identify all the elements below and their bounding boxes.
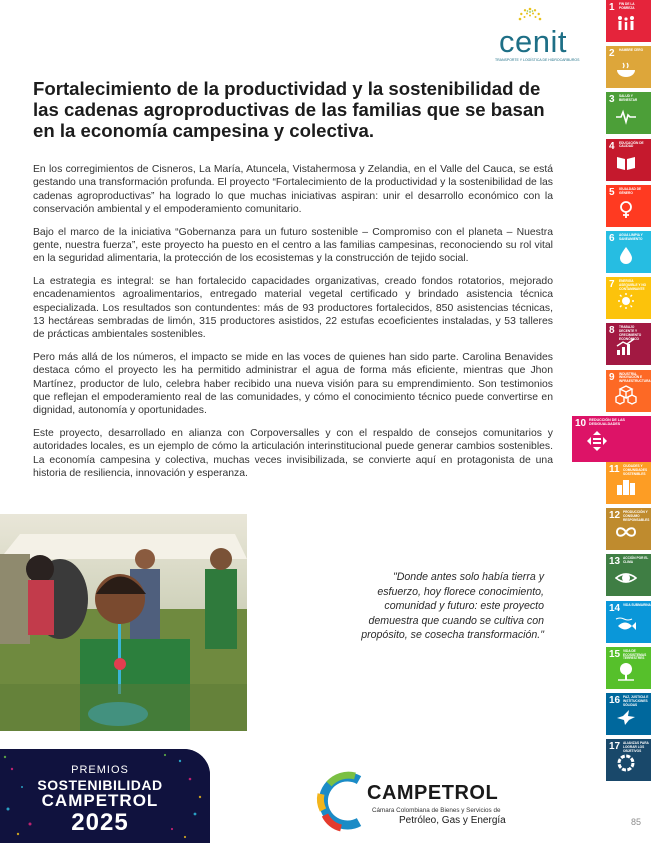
premios-badge bbox=[0, 749, 210, 843]
campetrol-logo bbox=[315, 770, 545, 832]
sdg-label: AGUA LIMPIA Y SANEAMIENTO bbox=[619, 233, 643, 241]
badge-line-sostenibilidad: SOSTENIBILIDAD bbox=[37, 777, 163, 793]
sdg-label: VIDA DE ECOSISTEMAS TERRESTRES bbox=[623, 648, 647, 661]
bowl-icon bbox=[615, 61, 637, 81]
testimonial-quote: "Donde antes solo había tierra y esfuerzo, hoy florece conocimiento, comunidad y futuro: este proyecto demuestra que cuando se cultiva con propósito, se cosecha transformación." bbox=[361, 571, 544, 642]
sdg-number: 7 bbox=[609, 279, 615, 291]
sdg-number: 8 bbox=[609, 325, 615, 337]
sdg-tile-4 bbox=[606, 139, 651, 181]
sdg-number: 2 bbox=[609, 48, 615, 60]
article-paragraph: Este proyecto, desarrollado en alianza con Corpoversalles y con el respaldo de consejos comunitarios y autoridades locales, es un ejemplo de cómo la articulación interinstitucional puede generar cambios sostenibles. La economía campesina y colectiva, muchas veces invisibilizada, se convierte aquí en protagonista de una historia de resiliencia, innovación y esperanza. bbox=[33, 428, 553, 479]
badge-line-premios: PREMIOS bbox=[71, 764, 129, 776]
sdg-number: 3 bbox=[609, 94, 615, 106]
sdg-tile-6 bbox=[606, 231, 651, 273]
article-paragraph: Bajo el marco de la iniciativa “Gobernanza para un futuro sostenible – Compromiso con el planeta – Nuestra gente, nuestra fuerza”, este proyecto ha puesto en el centro a las familias campesinas, reconociendo su rol vital en la seguridad alimentaria, la protección de los ecosistemas y la construcción de tejido social. bbox=[33, 226, 553, 265]
sdg-tile-15 bbox=[606, 647, 651, 689]
sdg-label: ALIANZAS PARA LOGRAR LOS OBJETIVOS bbox=[623, 741, 649, 753]
sdg-number: 1 bbox=[609, 2, 615, 13]
badge-line-year: 2025 bbox=[71, 809, 129, 836]
sdg-tile-9 bbox=[606, 370, 651, 412]
sdg-tile-12 bbox=[606, 508, 651, 550]
sdg-number: 10 bbox=[575, 417, 587, 429]
sdg-label: REDUCCIÓN DE LAS DESIGUALDADES bbox=[589, 417, 625, 426]
sdg-label: TRABAJO DECENTE Y CRECIMIENTO ECONÓMICO bbox=[619, 325, 642, 341]
earth-eye-icon bbox=[615, 569, 637, 589]
sdg-number: 14 bbox=[609, 602, 621, 614]
fish-icon bbox=[615, 616, 637, 636]
cubes-icon bbox=[615, 385, 637, 405]
campetrol-name: CAMPETROL bbox=[367, 782, 499, 804]
sdg-label: HAMBRE CERO bbox=[619, 48, 644, 53]
tree-icon bbox=[615, 662, 637, 682]
sun-icon bbox=[615, 292, 637, 312]
sdg-tile-3 bbox=[606, 92, 651, 134]
gender-icon bbox=[615, 200, 637, 220]
heartbeat-icon bbox=[615, 107, 637, 127]
sdg-tile-1 bbox=[606, 0, 651, 42]
cenit-logo-text: cenit bbox=[499, 24, 567, 59]
cenit-logo-tagline: TRANSPORTE Y LOGÍSTICA DE HIDROCARBUROS bbox=[495, 58, 580, 62]
sdg-tile-8 bbox=[606, 323, 651, 365]
book-icon bbox=[615, 154, 637, 174]
sdg-number: 11 bbox=[609, 464, 620, 475]
sdg-tile-11 bbox=[606, 462, 651, 504]
sdg-number: 12 bbox=[609, 510, 621, 522]
sdg-tile-2 bbox=[606, 46, 651, 88]
sdg-tile-17 bbox=[606, 739, 651, 781]
article-paragraph: La estrategia es integral: se han fortalecido capacidades organizativas, creado fondos rotatorios, mejorado encadenamientos agroalimentarios, entregado material vegetal certificado y brindado asistencia técnica especializada. Los resultados son contundentes: más de 93 productores fortalecidos, 850 asistencias técnicas, 13 hectáreas sembradas de limón, 315 productores asistidos, 22 estufas ecoeficientes instaladas, y 53 talleres de prácticas ambientales sostenibles. bbox=[33, 276, 553, 341]
sdg-tile-10 bbox=[572, 416, 651, 462]
community-photo bbox=[0, 514, 247, 731]
sdg-label: INDUSTRIA, INNOVACIÓN E INFRAESTRUCTURA bbox=[619, 371, 651, 384]
sdg-label: VIDA SUBMARINA bbox=[623, 602, 651, 607]
sdg-label: PRODUCCIÓN Y CONSUMO RESPONSABLES bbox=[623, 510, 650, 522]
page-number: 85 bbox=[631, 817, 642, 827]
campetrol-descriptor: Cámara Colombiana de Bienes y Servicios de bbox=[372, 807, 501, 814]
sdg-tile-16 bbox=[606, 693, 651, 735]
sdg-label: FIN DE LA POBREZA bbox=[619, 2, 635, 10]
infinity-icon bbox=[615, 523, 637, 543]
sdg-number: 15 bbox=[609, 648, 621, 660]
article-body bbox=[33, 163, 553, 490]
sdg-label: EDUCACIÓN DE CALIDAD bbox=[619, 140, 644, 149]
sdg-label: SALUD Y BIENESTAR bbox=[619, 94, 638, 103]
sdg-sidebar bbox=[575, 0, 651, 790]
sdg-number: 17 bbox=[609, 741, 621, 753]
sdg-number: 6 bbox=[609, 233, 615, 244]
sdg-label: PAZ, JUSTICIA E INSTITUCIONES SÓLIDAS bbox=[623, 695, 649, 707]
sdg-tile-14 bbox=[606, 601, 651, 643]
sdg-label: ENERGÍA ASEQUIBLE Y NO CONTAMINANTE bbox=[619, 279, 647, 291]
sdg-number: 5 bbox=[609, 186, 615, 198]
photo-illustration bbox=[0, 514, 247, 731]
sdg-tile-5 bbox=[606, 185, 651, 227]
sdg-tile-7 bbox=[606, 277, 651, 319]
article-paragraph: En los corregimientos de Cisneros, La María, Atuncela, Vistahermosa y Zelandia, en el Valle del Cauca, se está gestando una transformación profunda. El proyecto “Fortalecimiento de la productividad y la sostenibilidad de las cadenas agroproductivas” ha logrado lo que muchas iniciativas aspiran: unir el desarrollo económico con la conservación ambiental y el empoderamiento comunitario. bbox=[33, 164, 553, 215]
sdg-tile-13 bbox=[606, 554, 651, 596]
growth-chart-icon bbox=[615, 338, 637, 358]
article-title: Fortalecimiento de la productividad y la sostenibilidad de las cadenas agroproductivas de las familias que se basan en la economía campesina y colectiva. bbox=[33, 78, 545, 141]
cenit-logo bbox=[495, 6, 585, 62]
family-icon bbox=[615, 15, 637, 35]
sdg-number: 16 bbox=[609, 695, 621, 706]
dove-icon bbox=[615, 708, 637, 728]
buildings-icon bbox=[615, 477, 637, 497]
campetrol-sector: Petróleo, Gas y Energía bbox=[399, 815, 506, 826]
partnership-ring-icon bbox=[615, 754, 637, 774]
sdg-label: CIUDADES Y COMUNIDADES SOSTENIBLES bbox=[623, 464, 648, 476]
sdg-number: 4 bbox=[609, 140, 615, 152]
sdg-label: IGUALDAD DE GÉNERO bbox=[619, 186, 642, 195]
article-paragraph: Pero más allá de los números, el impacto se mide en las voces de quienes han sido parte. Carolina Benavides destaca cómo el proyecto les ha permitido administrar el agua de forma más eficiente, mientras que Jhon Martínez, productor de lulo, celebra haber recibido una nueva visión para su emprendimiento. Son testimonios que reflejan el empoderamiento real de las comunidades, y cómo el conocimiento técnico puede convertirse en dignidad, autonomía y oportunidades. bbox=[33, 352, 553, 417]
sdg-label: ACCIÓN POR EL CLIMA bbox=[623, 556, 649, 565]
equality-arrows-icon bbox=[586, 431, 608, 451]
badge-line-campetrol: CAMPETROL bbox=[41, 791, 159, 810]
sdg-number: 13 bbox=[609, 556, 621, 568]
sdg-number: 9 bbox=[609, 371, 615, 383]
water-drop-icon bbox=[615, 246, 637, 266]
campetrol-c-icon bbox=[315, 770, 371, 832]
